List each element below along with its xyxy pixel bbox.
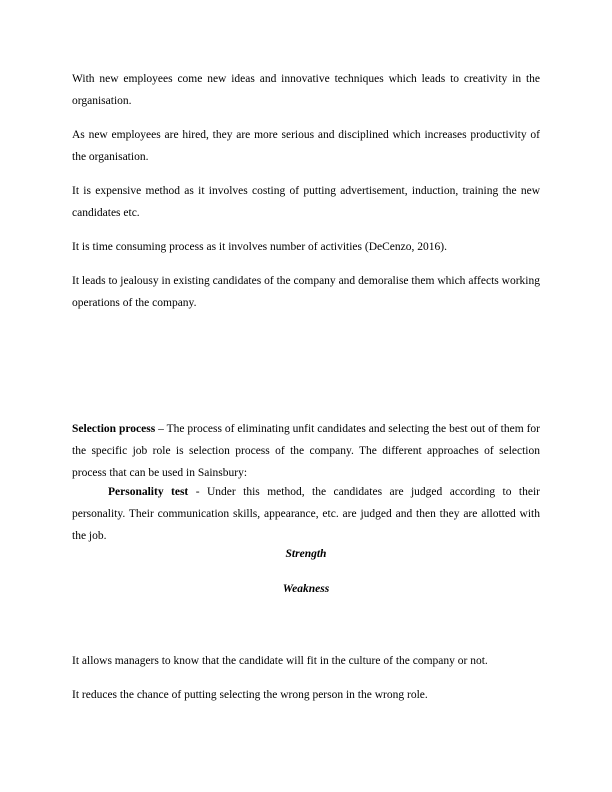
personality-test-term: Personality test (108, 486, 189, 498)
strength-heading: Strength (285, 548, 327, 560)
paragraph-jealousy: It leads to jealousy in existing candidates of the company and demoralise them which affects working operations of the company. (72, 275, 540, 309)
personality-test-text: - Under this method, the candidates are judged according to their personality. Their communication skills, appearance, etc. are judged and then they are allotted with the job. (72, 486, 540, 542)
selection-process-text: – The process of eliminating unfit candidates and selecting the best out of them for the specific job role is selection process of the company. The different approaches of selection process that can be used in Sainsbury: (72, 423, 540, 479)
paragraph-new-ideas: With new employees come new ideas and innovative techniques which leads to creativity in the organisation. (72, 73, 540, 107)
paragraph-time-consuming: It is time consuming process as it involves number of activities (DeCenzo, 2016). (72, 241, 447, 253)
paragraph-selection-process (72, 418, 540, 484)
paragraph-personality-test (72, 481, 540, 547)
weakness-heading: Weakness (282, 583, 330, 595)
paragraph-expensive: It is expensive method as it involves costing of putting advertisement, induction, training the new candidates etc. (72, 185, 540, 219)
paragraph-wrong-role: It reduces the chance of putting selecting the wrong person in the wrong role. (72, 689, 428, 701)
selection-process-term: Selection process (72, 423, 156, 435)
paragraph-productivity: As new employees are hired, they are more serious and disciplined which increases productivity of the organisation. (72, 129, 540, 163)
paragraph-culture-fit: It allows managers to know that the candidate will fit in the culture of the company or not. (72, 655, 488, 667)
